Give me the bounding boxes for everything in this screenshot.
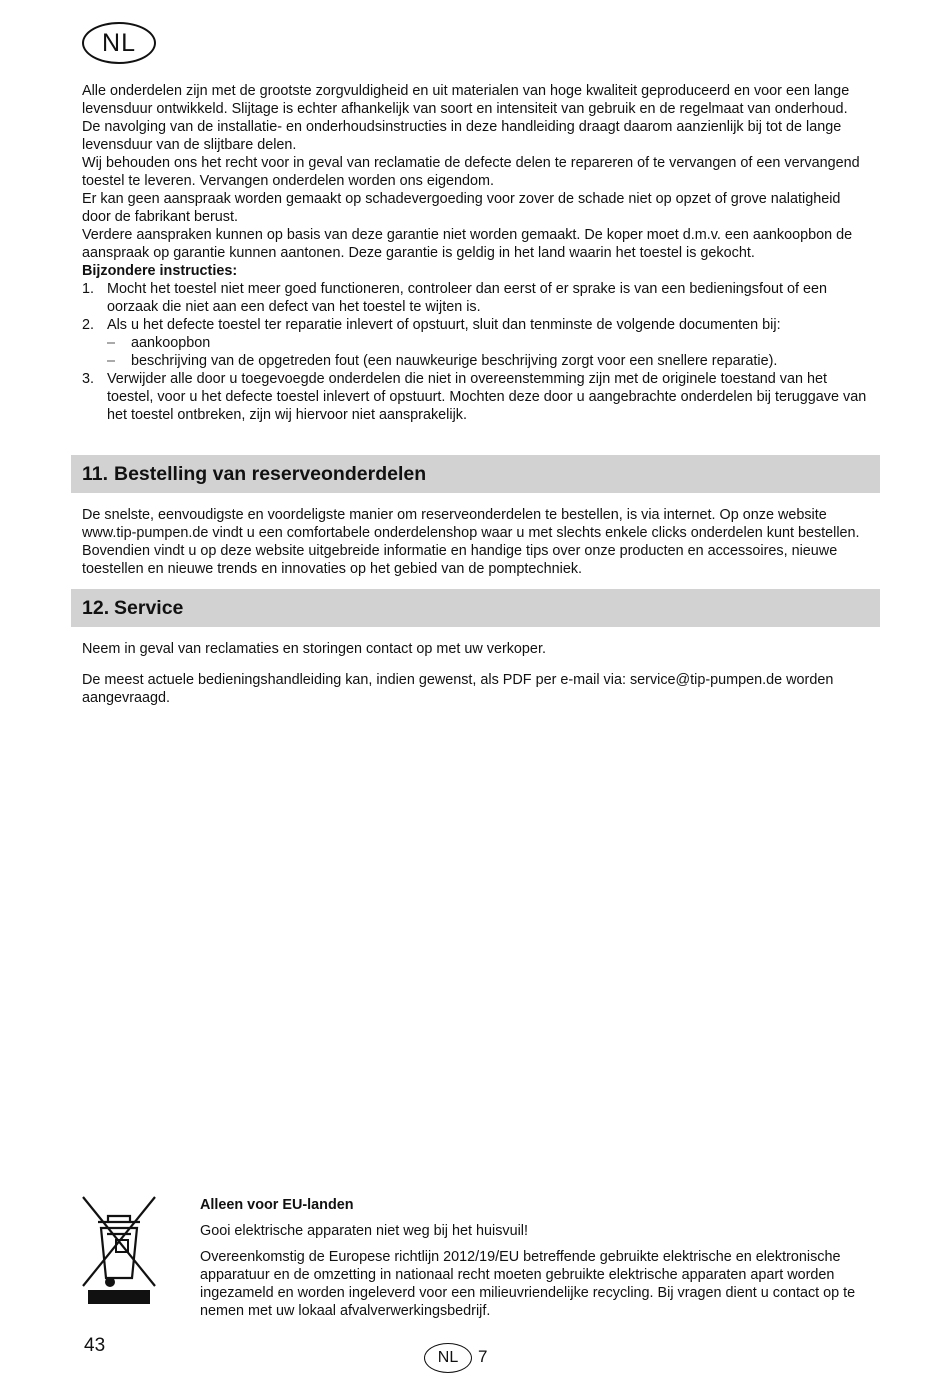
section-paragraph: Neem in geval van reclamaties en storingen contact op met uw verkoper. [82, 641, 546, 657]
list-item-number: 2. [82, 317, 95, 333]
dash-bullet: – [107, 335, 116, 351]
page-number: 43 [84, 1335, 106, 1356]
list-item-text: aankoopbon [131, 335, 211, 351]
language-badge [82, 22, 156, 64]
list-item [82, 280, 868, 316]
section-number: 12. [82, 596, 110, 619]
section-heading-service [71, 589, 880, 627]
language-badge-label: NL [102, 28, 136, 57]
eu-notice-title: Alleen voor EU-landen [200, 1197, 354, 1213]
intro-paragraph: Er kan geen aanspraak worden gemaakt op schadevergoeding voor zover de schade niet op opzet of grove nalatigheid door de fabrikant berust. [82, 191, 841, 225]
language-page-number: 7 [478, 1347, 488, 1366]
section-title: Bestelling van reserveonderdelen [114, 462, 427, 485]
documents-list [107, 334, 868, 370]
section-number: 11. [82, 462, 109, 485]
list-item [107, 352, 868, 370]
list-item-text: Mocht het toestel niet meer goed functioneren, controleer dan eerst of er sprake is van een bedieningsfout of een oorzaak die niet aan een defect van het toestel te wijten is. [107, 281, 827, 315]
intro-paragraph: Verdere aanspraken kunnen op basis van deze garantie niet worden gemaakt. De koper moet d.m.v. een aankoopbon de aanspraak op garantie kunnen aantonen. Deze garantie is geldig in het land waarin het toestel is gekocht. [82, 227, 853, 261]
spare-parts-text [82, 506, 868, 578]
warranty-text [82, 82, 868, 424]
list-item-number: 3. [82, 371, 95, 387]
list-item-text: Verwijder alle door u toegevoegde onderdelen die niet in overeenstemming zijn met de originele toestand van het toestel, voor u het defecte toestel inlevert of opstuurt. Mochten deze door u aangebrachte onderdelen bij teruggave van het toestel ontbreken, zijn wij hiervoor niet aansprakelijk. [107, 371, 867, 423]
list-item-number: 1. [82, 281, 95, 297]
crossed-out-wheelie-bin-icon [80, 1194, 158, 1306]
section-title: Service [114, 596, 184, 619]
list-item [82, 316, 868, 370]
list-item-text: Als u het defecte toestel ter reparatie inlevert of opstuurt, sluit dan tenminste de volgende documenten bij: [107, 317, 781, 333]
section-paragraph: De meest actuele bedieningshandleiding kan, indien gewenst, als PDF per e-mail via: service@tip-pumpen.de worden aangevraagd. [82, 672, 834, 706]
intro-paragraph: Wij behouden ons het recht voor in geval van reclamatie de defecte delen te repareren of te vervangen of een vervangend toestel te leveren. Vervangen onderdelen worden ons eigendom. [82, 155, 860, 189]
eu-notice-line: Gooi elektrische apparaten niet weg bij het huisvuil! [200, 1223, 528, 1239]
service-text [82, 640, 868, 658]
eu-disposal-notice [200, 1196, 880, 1328]
intro-paragraph: Alle onderdelen zijn met de grootste zorgvuldigheid en uit materialen van hoge kwaliteit geproduceerd en voor een lange levensduur ontwikkeld. Slijtage is echter afhankelijk van soort en intensiteit van gebruik en de regelmaat van onderhoud. De navolging van de installatie- en onderhoudsinstructies in deze handleiding draagt daarom aanzienlijk bij tot de lange levensduur van de slijtbare delen. [82, 83, 850, 153]
footer-language-badge [424, 1343, 472, 1373]
section-paragraph: De snelste, eenvoudigste en voordeligste manier om reserveonderdelen te bestellen, is via internet. Op onze website www.tip-pumpen.de vindt u een comfortabele onderdelenshop waar u met slechts enkele clicks onderdelen kunt bestellen. Bovendien vindt u op deze website uitgebreide informatie en handige tips over onze producten en accessoires, nieuwe toestellen en nieuwe trends en innovaties op het gebied van de pomptechniek. [82, 507, 860, 577]
list-item [107, 334, 868, 352]
dash-bullet: – [107, 353, 116, 369]
instructions-list [82, 280, 868, 424]
service-text [82, 671, 868, 707]
list-item-text: beschrijving van de opgetreden fout (een nauwkeurige beschrijving zorgt voor een snellere reparatie). [131, 353, 778, 369]
section-heading-spare-parts [71, 455, 880, 493]
footer-language-label: NL [437, 1349, 459, 1366]
eu-notice-text: Overeenkomstig de Europese richtlijn 2012/19/EU betreffende gebruikte elektrische en elektronische apparatuur en de omzetting in nationaal recht moeten gebruikte elektrische apparaten apart worden ingezameld en worden ingeleverd voor een milieuvriendelijke recycling. Bij vragen dient u contact op te nemen met uw lokaal afvalverwerkingsbedrijf. [200, 1249, 856, 1319]
list-item [82, 370, 868, 424]
special-instructions-heading: Bijzondere instructies: [82, 263, 238, 279]
